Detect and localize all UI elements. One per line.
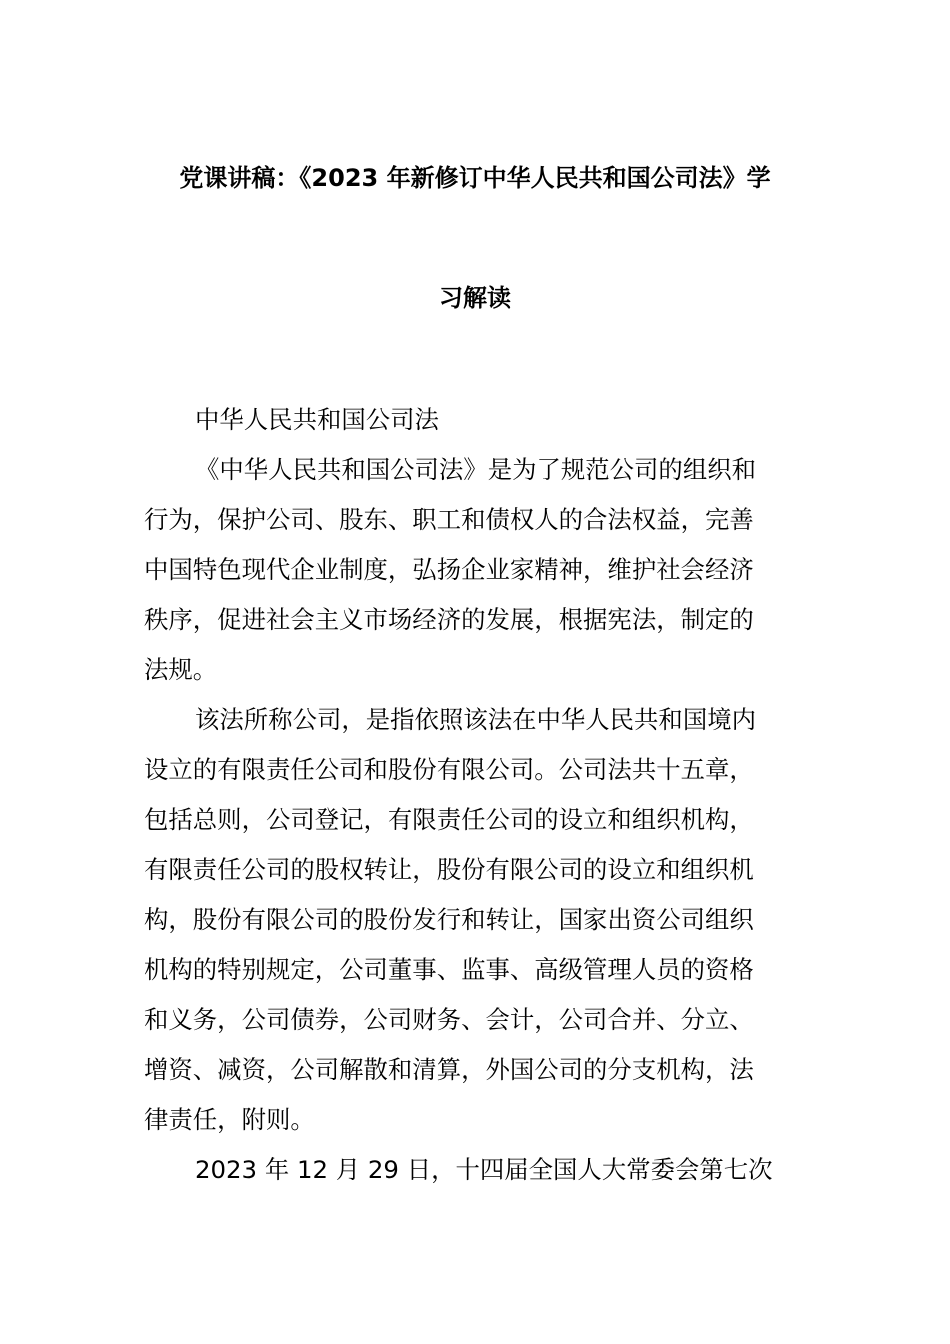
paragraph-line: 包括总则，公司登记，有限责任公司的设立和组织机构， [144,805,754,834]
paragraph-line: 设立的有限责任公司和股份有限公司。公司法共十五章， [144,755,754,784]
paragraph-line: 该法所称公司，是指依照该法在中华人民共和国境内 [195,705,756,734]
paragraph-line: 行为，保护公司、股东、职工和债权人的合法权益，完善 [144,505,754,534]
paragraph-line: 秩序，促进社会主义市场经济的发展，根据宪法，制定的 [144,605,754,634]
paragraph-line: 有限责任公司的股权转让，股份有限公司的设立和组织机 [144,855,754,884]
section-heading: 中华人民共和国公司法 [195,405,439,434]
paragraph-line: 律责任，附则。 [144,1105,315,1134]
paragraph-line: 构，股份有限公司的股份发行和转让，国家出资公司组织 [144,905,754,934]
paragraph-line: 2023 年 12 月 29 日，十四届全国人大常委会第七次 [195,1155,773,1184]
paragraph-line: 和义务，公司债券，公司财务、会计，公司合并、分立、 [144,1005,754,1034]
paragraph-line: 增资、减资，公司解散和清算，外国公司的分支机构，法 [144,1055,754,1084]
document-title-line-1: 党课讲稿：《2023 年新修订中华人民共和国公司法》学 [179,164,771,192]
paragraph-line: 机构的特别规定，公司董事、监事、高级管理人员的资格 [144,955,754,984]
paragraph-line: 中国特色现代企业制度，弘扬企业家精神，维护社会经济 [144,555,754,584]
document-title-line-2: 习解读 [439,284,511,312]
paragraph-line: 《中华人民共和国公司法》是为了规范公司的组织和 [195,455,756,484]
paragraph-line: 法规。 [144,655,218,684]
